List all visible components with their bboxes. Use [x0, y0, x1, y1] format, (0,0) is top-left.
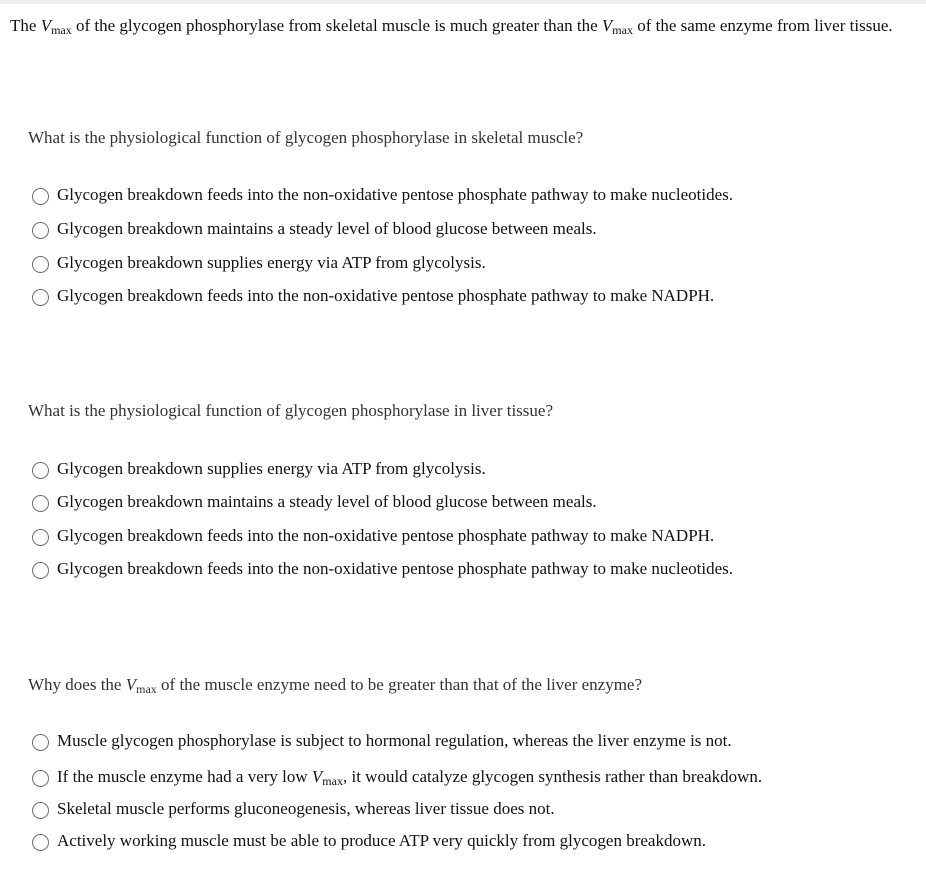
top-divider	[0, 0, 926, 4]
q3-option-4[interactable]: Actively working muscle must be able to produce ATP very quickly from glycogen breakdown.	[32, 829, 706, 853]
vmax-symbol: $V_{max}$	[40, 16, 72, 37]
vmax-symbol: $V_{max}$	[311, 767, 343, 788]
radio-button[interactable]	[32, 462, 49, 479]
q1-option-1[interactable]: Glycogen breakdown feeds into the non-oxidative pentose phosphate pathway to make nucleotides.	[32, 183, 733, 207]
radio-button[interactable]	[32, 256, 49, 273]
radio-button[interactable]	[32, 834, 49, 851]
radio-button[interactable]	[32, 734, 49, 751]
radio-button[interactable]	[32, 188, 49, 205]
question-2-text: What is the physiological function of glycogen phosphorylase in liver tissue?	[28, 401, 553, 420]
q2-option-1[interactable]: Glycogen breakdown supplies energy via ATP from glycolysis.	[32, 457, 486, 481]
radio-button[interactable]	[32, 770, 49, 787]
q2-option-4[interactable]: Glycogen breakdown feeds into the non-oxidative pentose phosphate pathway to make nucleotides.	[32, 557, 733, 581]
q3-option-3[interactable]: Skeletal muscle performs gluconeogenesis, whereas liver tissue does not.	[32, 797, 555, 821]
q2-option-2[interactable]: Glycogen breakdown maintains a steady level of blood glucose between meals.	[32, 490, 597, 514]
q2-option-3[interactable]: Glycogen breakdown feeds into the non-oxidative pentose phosphate pathway to make NADPH.	[32, 524, 714, 548]
q1-option-3[interactable]: Glycogen breakdown supplies energy via ATP from glycolysis.	[32, 251, 486, 275]
vmax-symbol: $V_{max}$	[125, 675, 157, 696]
radio-button[interactable]	[32, 222, 49, 239]
radio-button[interactable]	[32, 289, 49, 306]
radio-button[interactable]	[32, 495, 49, 512]
question-1-text: What is the physiological function of glycogen phosphorylase in skeletal muscle?	[28, 128, 584, 147]
radio-button[interactable]	[32, 802, 49, 819]
question-3-text: Why does the $V_{max}$ of the muscle enzyme need to be greater than that of the liver enzyme?	[28, 675, 643, 696]
intro-paragraph: The $V_{max}$ of the glycogen phosphorylase from skeletal muscle is much greater than the $V_{max}$ of the same enzyme from liver tissue.	[10, 16, 893, 37]
radio-button[interactable]	[32, 529, 49, 546]
q1-option-2[interactable]: Glycogen breakdown maintains a steady level of blood glucose between meals.	[32, 217, 597, 241]
radio-button[interactable]	[32, 562, 49, 579]
q1-option-4[interactable]: Glycogen breakdown feeds into the non-oxidative pentose phosphate pathway to make NADPH.	[32, 284, 714, 308]
q3-option-1[interactable]: Muscle glycogen phosphorylase is subject to hormonal regulation, whereas the liver enzyme is not.	[32, 729, 732, 753]
vmax-symbol: $V_{max}$	[601, 16, 633, 37]
q3-option-2[interactable]: If the muscle enzyme had a very low $V_{max}$, it would catalyze glycogen synthesis rather than breakdown.	[32, 765, 762, 789]
